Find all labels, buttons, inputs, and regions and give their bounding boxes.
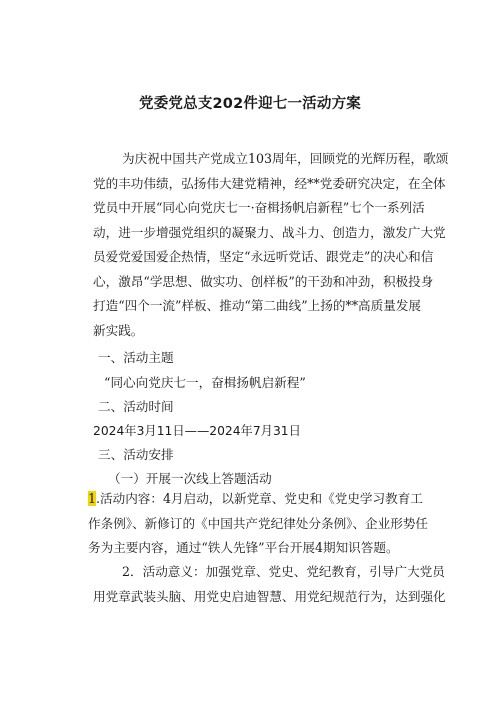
item-2-paragraph <box>93 560 446 609</box>
item-1-line: 务为主要内容，通过“铁人先锋”平台开展4期知识答题。 <box>88 540 399 555</box>
time-text: 2024年3月11日——2024年7月31日 <box>93 424 301 438</box>
intro-line: 新实践。 <box>93 322 144 338</box>
item-2-line: 用党章武装头脑、用党史启迪智慧、用党纪规范行为，达到强化 <box>93 588 446 604</box>
item-1-paragraph <box>88 487 433 561</box>
item-2-line: 2．活动意义：加强党章、党史、党纪教育，引导广大党员 <box>122 564 445 579</box>
item-1-line: 1.活动内容：4月启动，以新党章、党史和《党史学习教育工 <box>88 491 423 506</box>
subsection-heading-online-quiz: （一）开展一次线上答题活动 <box>108 471 272 486</box>
intro-line: 动，进一步增强党组织的凝聚力、战斗力、创造力，激发广大党 <box>93 224 446 240</box>
theme-text: “同心向党庆七一，奋楫扬帆启新程” <box>104 375 306 390</box>
intro-line: 党的丰功伟绩，弘扬伟大建党精神，经**党委研究决定，在全体 <box>93 175 446 191</box>
highlighted-number: 1 <box>88 491 97 506</box>
intro-line: 打造“四个一流”样板、推动“第二曲线”上扬的**高质量发展 <box>93 298 422 313</box>
intro-line: 为庆祝中国共产党成立103周年，回顾党的光辉历程，歌颂 <box>122 151 449 166</box>
section-heading-theme: 一、活动主题 <box>98 350 174 365</box>
intro-paragraph <box>93 147 449 343</box>
section-heading-arrangement: 三、活动安排 <box>98 447 174 462</box>
section-heading-time: 二、活动时间 <box>98 399 174 414</box>
intro-line: 员爱党爱国爱企热情，坚定“永远听党话、跟党走”的决心和信 <box>93 249 434 264</box>
item-1-line: 作条例》、新修订的《中国共产党纪律处分条例》、企业形势任 <box>88 515 429 531</box>
intro-line: 心，激昂“学思想、做实功、创样板”的干劲和冲劲，积极投身 <box>93 273 434 289</box>
document-title: 党委党总支202件迎七一活动方案 <box>139 96 361 112</box>
intro-line: 党员中开展“同心向党庆七一·奋楫扬帆启新程”七个一系列活 <box>93 200 425 215</box>
